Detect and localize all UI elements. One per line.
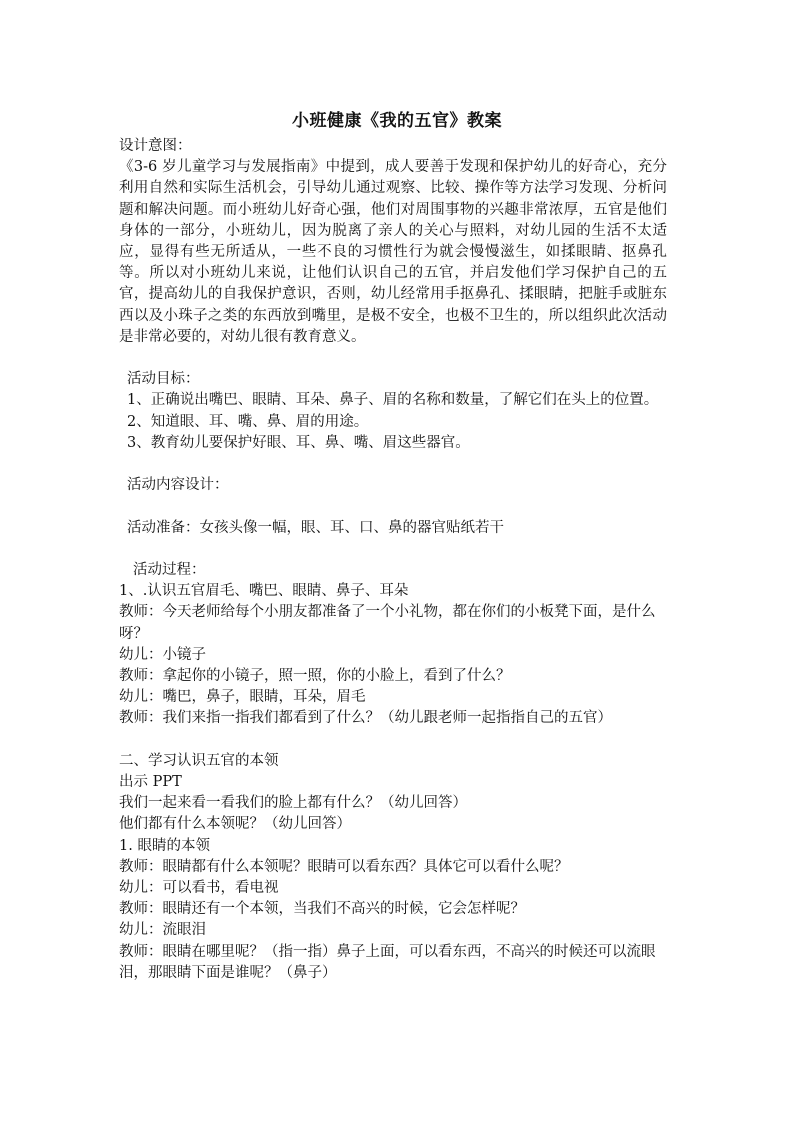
design-paragraph: 《3-6 岁儿童学习与发展指南》中提到，成人要善于发现和保护幼儿的好奇心，充分利用自然和实际生活机会，引导幼儿通过观察、比较、操作等方法学习发现、分析问题和解决问题。而小班幼儿好奇心强，他们对周围事物的兴趣非常浓厚，五官是他们身体的一部分，小班幼儿，因为脱离了亲人的关心与照料，对幼儿园的生活不太适应，显得有些无所适从，一些不良的习惯性行为就会慢慢滋生，如揉眼睛、抠鼻孔等。所以对小班幼儿来说，让他们认识自己的五官，并启发他们学习保护自己的五官，提高幼儿的自我保护意识，否则，幼儿经常用手抠鼻孔、揉眼睛，把脏手或脏东西以及小珠子之类的东西放到嘴里，是极不安全，也极不卫生的，所以组织此次活动是非常必要的，对幼儿很有教育意义。	[119, 159, 667, 345]
dialogue-line: 教师：我们来指一指我们都看到了什么？（幼儿跟老师一起指指自己的五官）	[119, 710, 612, 727]
document-body	[119, 136, 667, 984]
dialogue-line: 幼儿：嘴巴，鼻子，眼睛，耳朵，眉毛	[119, 689, 366, 706]
content-design-heading: 活动内容设计：	[127, 477, 229, 494]
part1-heading: 1、.认识五官眉毛、嘴巴、眼睛、鼻子、耳朵	[119, 583, 409, 600]
spacer	[119, 454, 667, 475]
dialogue-line: 幼儿：可以看书，看电视	[119, 880, 279, 897]
process-heading: 活动过程：	[133, 562, 206, 578]
eye-skill-heading: 1. 眼睛的本领	[119, 837, 210, 854]
dialogue-line: 我们一起来看一看我们的脸上都有什么？（幼儿回答）	[119, 795, 467, 812]
dialogue-line: 他们都有什么本领呢？（幼儿回答）	[119, 816, 351, 833]
spacer	[119, 496, 667, 517]
spacer	[119, 730, 667, 751]
dialogue-line: 教师：拿起你的小镜子，照一照，你的小脸上，看到了什么？	[119, 668, 511, 685]
goal-item: 3、教育幼儿要保护好眼、耳、鼻、嘴、眉这些器官。	[127, 434, 470, 451]
preparation-line: 活动准备：女孩头像一幅，眼、耳、口、鼻的器官贴纸若干	[127, 519, 504, 536]
dialogue-line: 教师：眼睛都有什么本领呢？眼睛可以看东西？具体它可以看什么呢？	[119, 858, 569, 875]
goals-heading: 活动目标：	[127, 371, 200, 388]
page-title: 小班健康《我的五官》教案	[292, 111, 502, 131]
spacer	[119, 348, 667, 369]
dialogue-line: 教师：今天老师给每个小朋友都准备了一个小礼物，都在你们的小板凳下面，是什么呀？	[119, 604, 656, 642]
dialogue-line: 教师：眼睛在哪里呢？（指一指）鼻子上面，可以看东西，不高兴的时候还可以流眼泪，那眼睛下面是谁呢？（鼻子）	[119, 943, 656, 981]
spacer	[119, 539, 667, 560]
design-heading: 设计意图：	[119, 138, 192, 154]
dialogue-line: 出示 PPT	[119, 774, 182, 791]
goal-item: 1、正确说出嘴巴、眼睛、耳朵、鼻子、眉的名称和数量，了解它们在头上的位置。	[127, 392, 659, 409]
dialogue-line: 幼儿：流眼泪	[119, 922, 206, 939]
dialogue-line: 幼儿：小镜子	[119, 646, 206, 663]
dialogue-line: 教师：眼睛还有一个本领，当我们不高兴的时候，它会怎样呢？	[119, 901, 525, 918]
part2-heading: 二、学习认识五官的本领	[119, 752, 279, 769]
goal-item: 2、知道眼、耳、嘴、鼻、眉的用途。	[127, 413, 369, 430]
